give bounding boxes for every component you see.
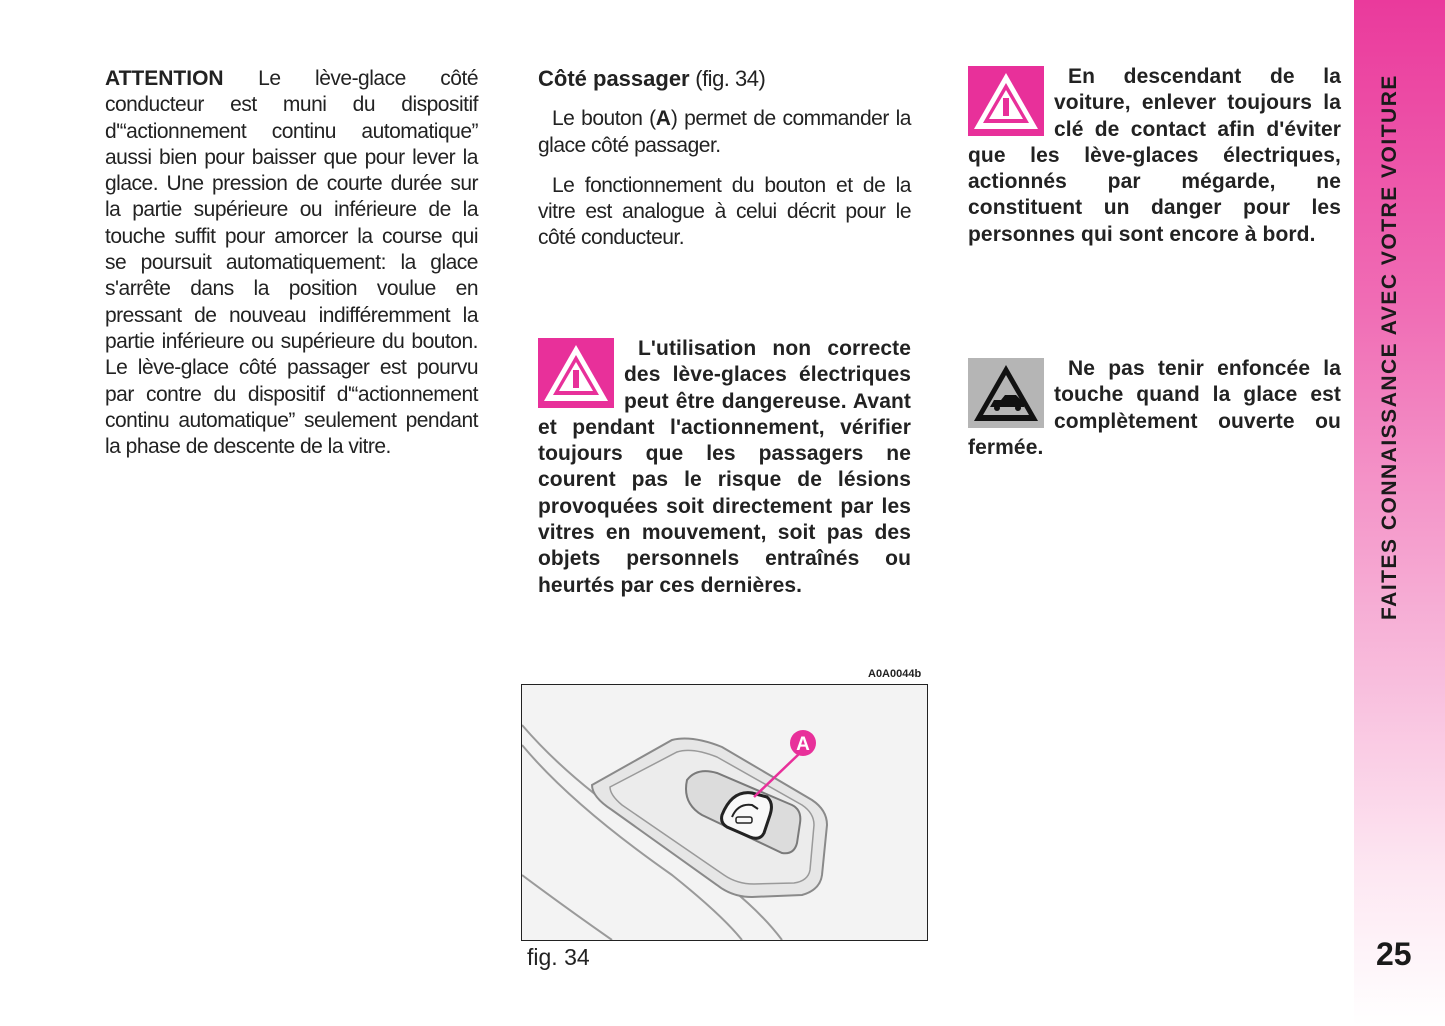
attention-paragraph: [105, 66, 478, 460]
attention-label: ATTENTION: [105, 67, 224, 90]
figure-caption: fig. 34: [527, 944, 590, 970]
section-heading-title: Côté passager: [538, 66, 690, 91]
warning-triangle-icon: [968, 66, 1044, 136]
figure-image: [521, 684, 928, 941]
para1-button-ref: A: [655, 107, 671, 131]
key-warning-box: [968, 64, 1341, 248]
window-switch-illustration: [522, 685, 927, 940]
figure-code: A0A0044b: [868, 668, 922, 680]
car-note-box: [968, 356, 1341, 461]
car-note-text: Ne pas tenir enfoncée la touche quand la glace est complètement ouverte ou fermée.: [968, 357, 1341, 459]
warning-triangle-icon: [538, 338, 614, 408]
danger-warning-box: [538, 336, 911, 599]
attention-text: Le lève-glace côté conducteur est muni du dispositif d'“actionnement continu automatique” aussi bien pour baisser que pour lever la glace. Une pression de courte durée sur la partie supérieure ou inférieure de la touche suffit pour amorcer la course qui se poursuit automatiquement: la glace s'arrête dans la position voulue en pressant de nouveau indifféremment la partie inférieure ou supérieure du bouton. Le lève-glace côté passager est pourvu par contre du dispositif d'“actionnement continu automatique” seulement pendant la phase de descente de la vitre.: [105, 67, 478, 459]
passenger-section: [538, 66, 911, 266]
chapter-title: FAITES CONNAISSANCE AVEC VOTRE VOITURE: [1378, 74, 1401, 620]
danger-warning-text: L'utilisation non correcte des lève-glaces électriques peut être dangereuse. Avant et pendant l'actionnement, vérifier toujours que les passagers ne courent pas le risque de lésions provoquées soit directement par les vitres en mouvement, soit pas des objets personnels entraînés ou heurtés par ces dernières.: [538, 337, 911, 597]
para1-pre: Le bouton (: [552, 107, 656, 131]
key-warning-text: En descendant de la voiture, enlever toujours la clé de contact afin d'éviter que les lève-glaces électriques, actionnés par mégarde, ne constituent un danger pour les personnes qui sont encore à bord.: [968, 65, 1341, 246]
section-heading: [538, 66, 911, 92]
passenger-paragraph-1: [538, 106, 911, 159]
page-number: 25: [1376, 936, 1412, 972]
callout-label: A: [796, 734, 810, 755]
passenger-paragraph-2: Le fonctionnement du bouton et de la vitre est analogue à celui décrit pour le côté conducteur.: [538, 173, 911, 250]
para1-post: ) permet de commander la glace côté passager.: [538, 107, 911, 157]
section-heading-ref: (fig. 34): [689, 66, 766, 91]
car-triangle-icon: [968, 358, 1044, 428]
